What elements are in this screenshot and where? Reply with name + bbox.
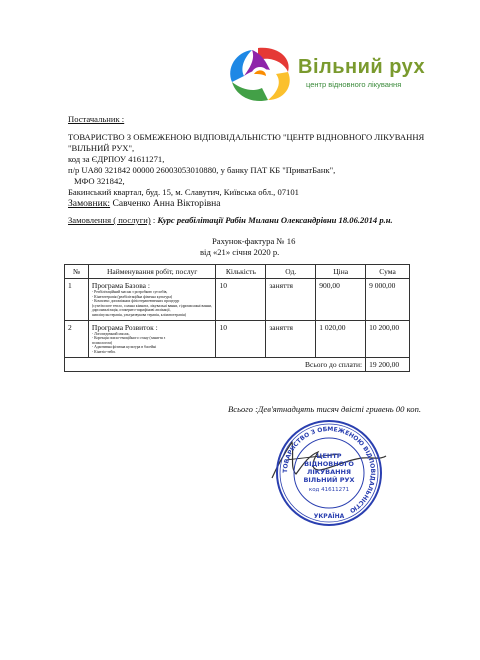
row-service <box>88 320 216 357</box>
customer-label: Замовник: <box>68 198 111 209</box>
svg-text:ЛІКУВАННЯ: ЛІКУВАННЯ <box>306 468 352 476</box>
row-detail: - Адаптивна фізична культура в басейні <box>91 345 157 350</box>
svg-text:УКРАЇНА: УКРАЇНА <box>313 513 345 520</box>
row-detail: - Комплекс допоміжних фізіотерапевтичних процедур <box>91 299 180 304</box>
logo-subtitle: центр відновного лікування <box>306 80 402 89</box>
row-detail: - Корекція психо-емоційного стану (заняття з <box>91 336 166 341</box>
row-unit: заняття <box>266 320 316 357</box>
row-detail: - Реабілітаційний масаж з розробкою суглобів, <box>91 290 168 294</box>
col-header-name: Найменування робіт, послуг <box>88 265 216 279</box>
total-value: 19 200,00 <box>366 357 410 371</box>
row-qty: 10 <box>216 279 266 321</box>
row-sum: 9 000,00 <box>366 279 410 321</box>
row-num: 2 <box>65 320 89 357</box>
invoice-table <box>64 264 410 372</box>
col-header-num: № <box>65 265 89 279</box>
order-line <box>68 215 393 226</box>
row-service-name: Програма Розвиток : <box>91 322 158 332</box>
svg-text:код 41611271: код 41611271 <box>308 487 350 493</box>
col-header-sum: Сума <box>366 265 410 279</box>
order-text: Курс реабілітації Рабін Милани Олександрівни 18.06.2014 р.н. <box>157 215 393 225</box>
supplier-edrpou: код за ЄДРПОУ 41611271, <box>68 154 165 164</box>
stamp-seal-icon <box>274 418 384 528</box>
row-sum: 10 200,00 <box>366 320 410 357</box>
invoice-date: від «21» січня 2020 р. <box>200 247 280 257</box>
logo-swirl-icon <box>218 40 300 106</box>
row-price: 1 020,00 <box>316 320 366 357</box>
row-detail: психологом) <box>91 340 113 345</box>
row-detail: - Кінезіо-тейп. <box>91 349 116 354</box>
supplier-address: Бакинський квартал, буд. 15, м. Славутич, Київська обл., 07101 <box>68 187 299 197</box>
row-detail: ампліпульстерапія, ультразвукова терапія, кліматотерапія) <box>91 312 186 317</box>
order-sep: : <box>150 215 158 225</box>
row-qty: 10 <box>216 320 266 357</box>
customer-line <box>68 198 221 209</box>
supplier-account: п/р UA80 321842 00000 26003053010880, у банку ПАТ КБ "ПриватБанк", <box>68 165 336 175</box>
row-detail: - Кінезотерапія (реабілітаційна фізична культура) <box>91 294 173 299</box>
svg-text:ТОВАРИСТВО З ОБМЕЖЕНОЮ ВІДПОВІ: ТОВАРИСТВО З ОБМЕЖЕНОЮ ВІДПОВІДАЛЬНІСТЮ <box>281 425 377 515</box>
total-in-words: Всього :Дев'ятнадцять тисяч двісті гривень 00 коп. <box>228 404 422 414</box>
row-service <box>88 279 216 321</box>
col-header-qty: Кількість <box>216 265 266 279</box>
logo-title: Вільний рух <box>298 56 426 78</box>
customer-name: Савченко Анна Вікторівна <box>110 198 221 209</box>
row-detail: - Логопедичний масаж, <box>91 331 130 336</box>
table-total-row <box>65 357 410 371</box>
table-row <box>65 320 410 357</box>
row-detail: дарсонвалізація, озокерито-парафінові аплікації, <box>91 308 171 313</box>
col-header-price: Ціна <box>316 265 366 279</box>
col-header-unit: Од. <box>266 265 316 279</box>
svg-text:ЦЕНТР: ЦЕНТР <box>316 452 342 460</box>
supplier-name-line2: "ВІЛЬНИЙ РУХ", <box>68 143 135 153</box>
row-detail: (сухе/вологе тепло, соляна кімната, лікувальні ванни, гідромасажні ванни, <box>91 303 212 308</box>
row-price: 900,00 <box>316 279 366 321</box>
row-num: 1 <box>65 279 89 321</box>
supplier-heading: Постачальник : <box>68 114 125 124</box>
order-label: Замовлення ( послуги) <box>68 215 151 225</box>
svg-text:ВІЛЬНИЙ РУХ: ВІЛЬНИЙ РУХ <box>303 476 355 484</box>
table-row <box>65 279 410 321</box>
row-unit: заняття <box>266 279 316 321</box>
table-header-row <box>65 265 410 279</box>
supplier-mfo: МФО 321842, <box>74 176 125 186</box>
total-label: Всього до сплати: <box>65 357 366 371</box>
row-service-name: Програма Базова : <box>91 281 150 290</box>
svg-text:ВІДНОВНОГО: ВІДНОВНОГО <box>304 460 354 468</box>
supplier-name-line1: ТОВАРИСТВО З ОБМЕЖЕНОЮ ВІДПОВІДАЛЬНІСТЮ "ЦЕНТР ВІДНОВНОГО ЛІКУВАННЯ <box>68 132 425 142</box>
invoice-title: Рахунок-фактура № 16 <box>212 236 296 246</box>
